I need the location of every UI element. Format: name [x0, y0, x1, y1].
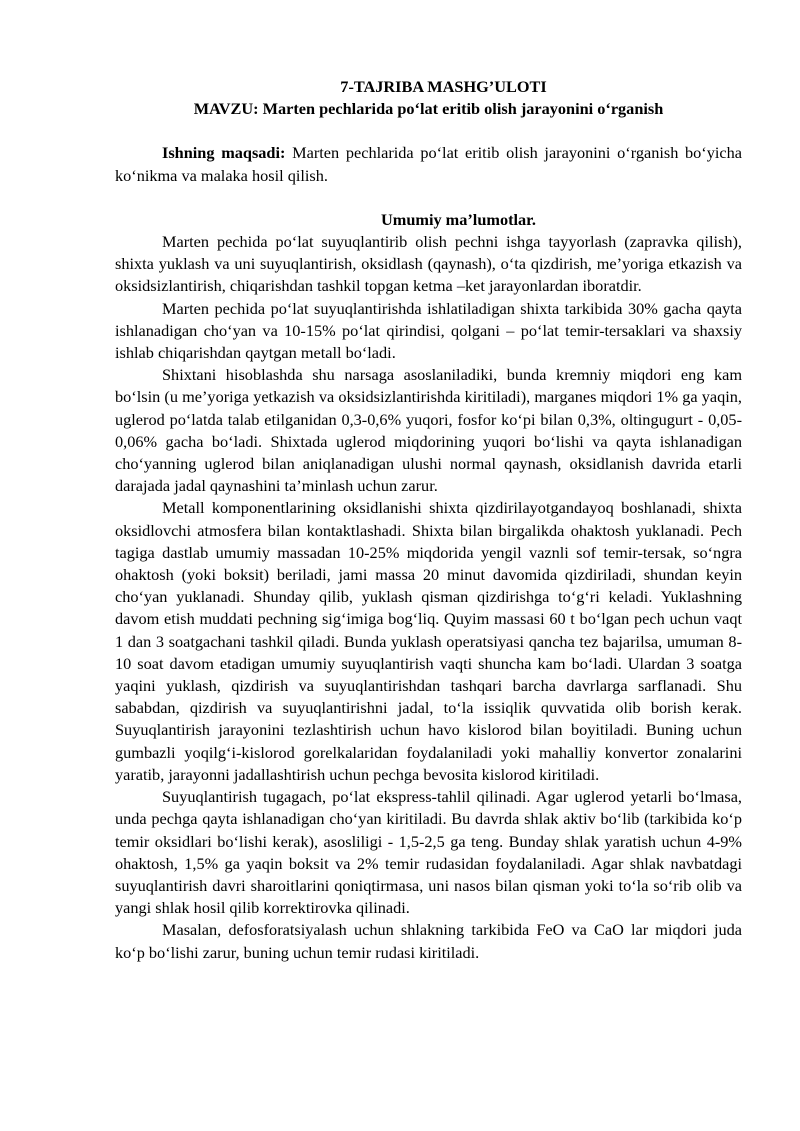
document-title: 7-TAJRIBA MASHG’ULOTI — [340, 77, 547, 96]
document-page — [115, 76, 742, 964]
body-paragraph: Masalan, defosforatsiyalash uchun shlakning tarkibida FeO va CaO lar miqdori juda ko‘p bo‘lishi zarur, buning uchun temir rudasi kiritiladi. — [115, 920, 742, 962]
body-paragraph: Marten pechida po‘lat suyuqlantirib olish pechni ishga tayyorlash (zapravka qilish), shixta yuklash va uni suyuqlantirish, oksidlash (qaynash), o‘ta qizdirish, me’yoriga etkazish va oksidsizlantirish, chiqarishdan tashkil topgan ketma –ket jarayonlardan iboratdir. — [115, 232, 742, 296]
aim-label: Ishning maqsadi: — [162, 143, 286, 163]
body-paragraph: Marten pechida po‘lat suyuqlantirishda ishlatiladigan shixta tarkibida 30% gacha qayta ishlanadigan cho‘yan va 10-15% po‘lat qirindisi, qolgani – po‘lat temir-tersaklari va shaxsiy ishlab chiqarishdan qaytgan metall bo‘ladi. — [115, 298, 742, 363]
body-paragraph: Metall komponentlarining oksidlanishi shixta qizdirilayotgandayoq boshlanadi, shixta oksidlovchi atmosfera bilan kontaktlashadi. Shixta bilan birgalikda ohaktosh yuklanadi. Pech tagiga dastlab umumiy massadan 10-25% miqdorida yengil vaznli sof temir-tersak, so‘ngra ohaktosh (yoki boksit) beriladi, jami massa 20 minut davomida qizdiriladi, shundan keyin cho‘yan yuklanadi. Shunday qilib, yuklash qisman qizdirishga to‘g‘ri keladi. Yuklashning davom etish muddati pechning sig‘imiga bog‘liq. Quyim massasi 60 t bo‘lgan pech uchun vaqt 1 dan 3 soatgachani tashkil qiladi. Bunda yuklash operatsiyasi qancha tez bajarilsa, umuman 8-10 soat davom etadigan umumiy suyuqlantirish vaqti shuncha kam bo‘ladi. Ulardan 3 soatga yaqini yuklash, qizdirish va suyuqlantirishdan tashqari barcha davrlarga sarflanadi. Shu sababdan, qizdirish va suyuqlantirishni jadal, to‘la issiqlik quvvatida olib borish kerak. Suyuqlantirish jarayonini tezlashtirish uchun havo kislorod bilan boyitiladi. Buning uchun gumbazli yoqilg‘i-kislorod gorelkalaridan foydalaniladi yoki mahalliy konvertor zonalarini yaratib, jarayonni jadallashtirish uchun pechga bevosita kislorod kiritiladi. — [115, 498, 742, 784]
aim-text: Marten pechlarida po‘lat eritib olish jarayonini o‘rganish bo‘yicha ko‘nikma va malaka hosil qilish. — [115, 143, 742, 185]
body-paragraph: Shixtani hisoblashda shu narsaga asoslaniladiki, bunda kremniy miqdori eng kam bo‘lsin (u me’yoriga yetkazish va oksidsizlantirishda kiritiladi), marganes miqdori 1% ga yaqin, uglerod po‘latda talab etilganidan 0,3-0,6% yuqori, fosfor ko‘pi bilan 0,3%, oltingugurt - 0,05-0,06% gacha bo‘ladi. Shixtada uglerod miqdorining yuqori bo‘lishi va qayta ishlanadigan cho‘yanning uglerod bilan aniqlanadigan ulushi normal qaynash, oksidlanish davrida etarli darajada jadal qaynashini ta’minlash uchun zarur. — [115, 365, 742, 496]
body-paragraph: Suyuqlantirish tugagach, po‘lat ekspress-tahlil qilinadi. Agar uglerod yetarli bo‘lmasa, unda pechga qayta ishlanadigan cho‘yan kiritiladi. Bu davrda shlak aktiv bo‘lib (tarkibida ko‘p temir oksidlari bo‘lishi kerak), asosliligi - 1,5-2,5 ga teng. Bunday shlak yaratish uchun 4-9% ohaktosh, 1,5% ga yaqin boksit va 2% temir rudasidan foydalaniladi. Agar shlak navbatdagi suyuqlantirish davri sharoitlarini qoniqtirmasa, uni nasos bilan qisman yoki to‘la so‘rib olib va yangi shlak hosil qilib korrektirovka qilinadi. — [115, 787, 742, 918]
section-heading: Umumiy ma’lumotlar. — [381, 209, 536, 229]
document-subtitle: MAVZU: Marten pechlarida po‘lat eritib olish jarayonini o‘rganish — [193, 99, 664, 119]
spacer — [115, 120, 742, 142]
spacer — [115, 187, 742, 209]
aim-paragraph — [115, 142, 742, 186]
